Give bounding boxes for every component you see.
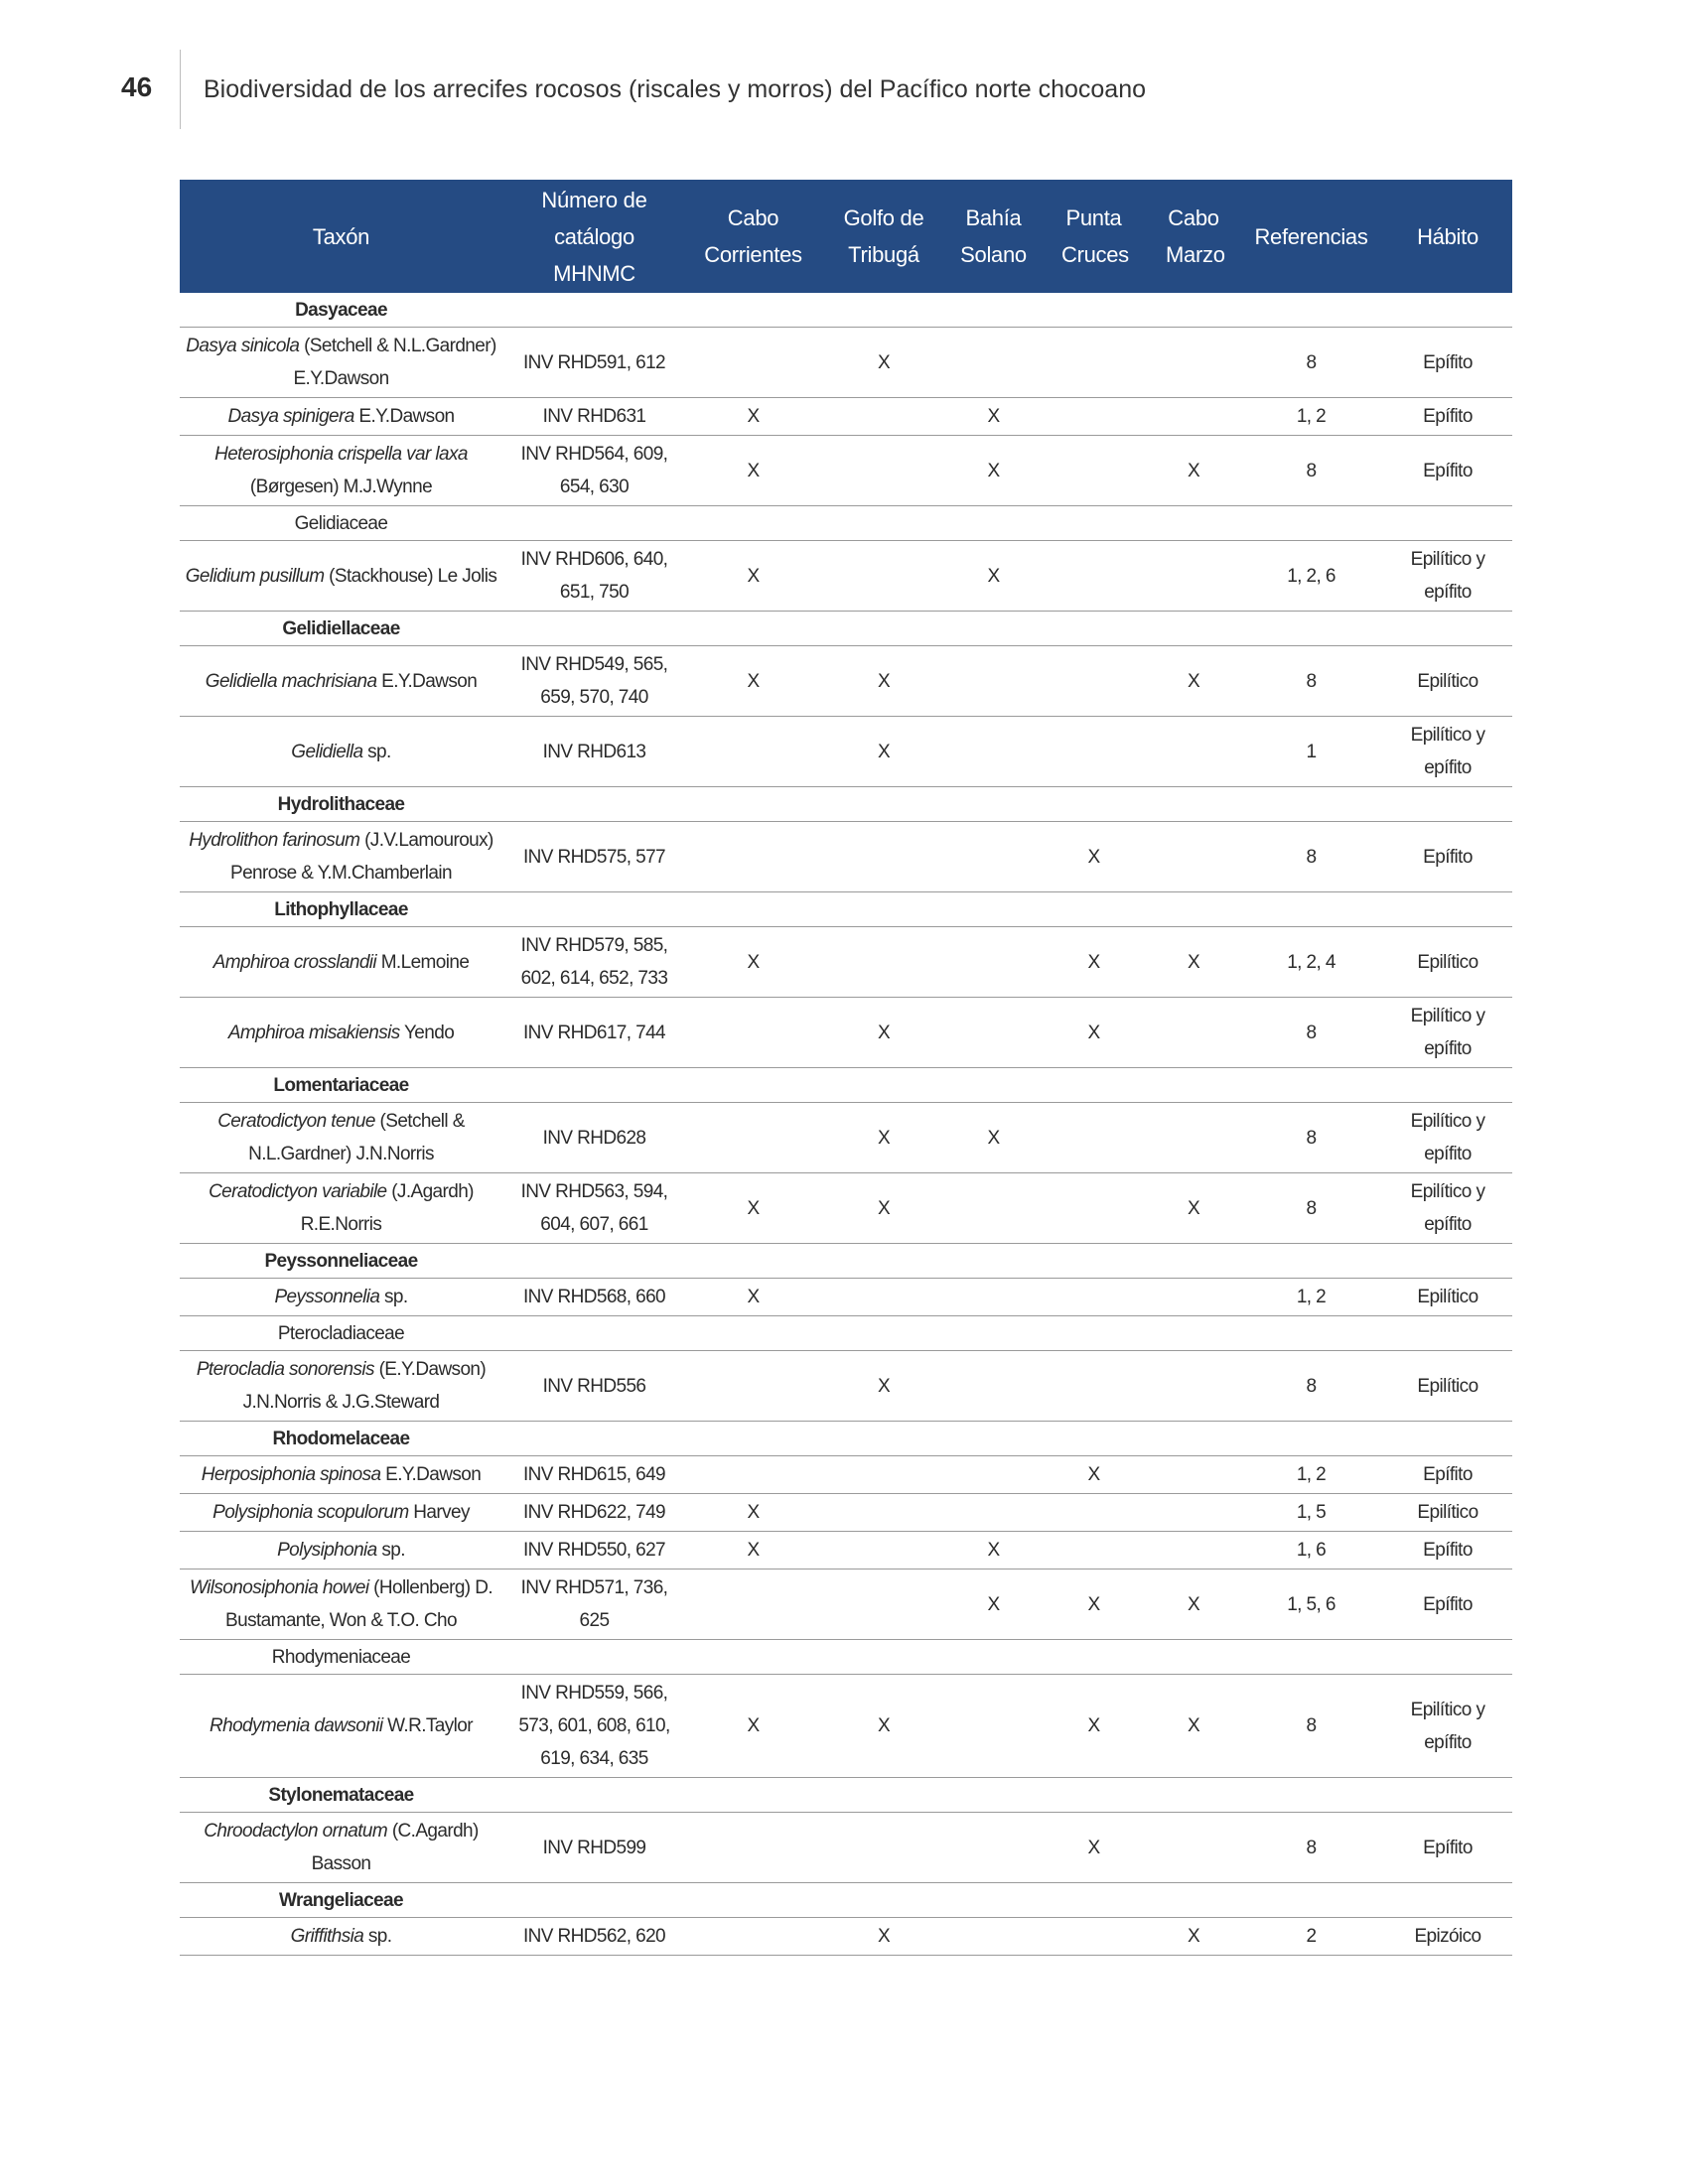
golfo-tribuga-cell: X bbox=[820, 998, 947, 1068]
taxon-author: (J.V.Lamouroux) Penrose & Y.M.Chamberlain bbox=[230, 830, 493, 884]
golfo-tribuga-cell bbox=[820, 1532, 947, 1570]
table-row bbox=[180, 1494, 1512, 1532]
golfo-tribuga-cell bbox=[820, 398, 947, 436]
table-row bbox=[180, 1103, 1512, 1173]
family-row-filler bbox=[502, 787, 1512, 822]
punta-cruces-cell: X bbox=[1040, 1570, 1148, 1640]
golfo-tribuga-cell: X bbox=[820, 646, 947, 717]
family-name: Rhodymeniaceae bbox=[180, 1640, 502, 1675]
taxon-name: Pterocladia sonorensis bbox=[196, 1359, 374, 1380]
cabo-corrientes-cell: X bbox=[686, 1675, 820, 1778]
table-header-row bbox=[180, 180, 1512, 293]
family-name: Hydrolithaceae bbox=[180, 787, 502, 822]
punta-cruces-cell bbox=[1040, 1494, 1148, 1532]
table-row bbox=[180, 1675, 1512, 1778]
family-row bbox=[180, 1640, 1512, 1675]
family-row-filler bbox=[502, 892, 1512, 927]
catalog-cell: INV RHD575, 577 bbox=[502, 822, 686, 892]
punta-cruces-cell bbox=[1040, 1532, 1148, 1570]
family-name: Gelidiaceae bbox=[180, 506, 502, 541]
bahia-solano-cell bbox=[947, 328, 1040, 398]
family-row bbox=[180, 1316, 1512, 1351]
cabo-corrientes-cell: X bbox=[686, 1494, 820, 1532]
cabo-corrientes-cell bbox=[686, 717, 820, 787]
header-cabo-marzo: Cabo Marzo bbox=[1148, 180, 1239, 293]
table-row bbox=[180, 646, 1512, 717]
family-name: Lithophyllaceae bbox=[180, 892, 502, 927]
family-name: Dasyaceae bbox=[180, 293, 502, 328]
bahia-solano-cell bbox=[947, 717, 1040, 787]
taxon-name: Polysiphonia bbox=[277, 1540, 377, 1561]
cabo-marzo-cell bbox=[1148, 1532, 1239, 1570]
referencias-cell: 8 bbox=[1239, 1173, 1383, 1244]
bahia-solano-cell bbox=[947, 1279, 1040, 1316]
table-body bbox=[180, 293, 1512, 1956]
taxon-name: Polysiphonia scopulorum bbox=[212, 1502, 409, 1523]
taxon-name: Wilsonosiphonia howei bbox=[189, 1577, 369, 1598]
taxon-name: Dasya sinicola bbox=[186, 336, 300, 356]
referencias-cell: 1, 2, 6 bbox=[1239, 541, 1383, 612]
header-divider bbox=[180, 50, 181, 129]
punta-cruces-cell bbox=[1040, 398, 1148, 436]
habito-cell: Epífito bbox=[1383, 822, 1512, 892]
golfo-tribuga-cell bbox=[820, 1494, 947, 1532]
table-row bbox=[180, 717, 1512, 787]
taxon-name: Griffithsia bbox=[290, 1926, 364, 1947]
family-row bbox=[180, 612, 1512, 646]
taxon-name: Peyssonnelia bbox=[274, 1287, 380, 1307]
catalog-cell: INV RHD564, 609, 654, 630 bbox=[502, 436, 686, 506]
catalog-cell: INV RHD579, 585, 602, 614, 652, 733 bbox=[502, 927, 686, 998]
running-title: Biodiversidad de los arrecifes rocosos (riscales y morros) del Pacífico norte chocoano bbox=[204, 75, 1147, 103]
catalog-cell: INV RHD615, 649 bbox=[502, 1456, 686, 1494]
cabo-corrientes-cell bbox=[686, 998, 820, 1068]
habito-cell: Epilítico bbox=[1383, 1279, 1512, 1316]
habito-cell: Epífito bbox=[1383, 1532, 1512, 1570]
cabo-marzo-cell bbox=[1148, 1103, 1239, 1173]
family-row-filler bbox=[502, 1422, 1512, 1456]
table-row bbox=[180, 1279, 1512, 1316]
golfo-tribuga-cell: X bbox=[820, 1675, 947, 1778]
taxon-cell bbox=[180, 717, 502, 787]
habito-cell: Epilítico bbox=[1383, 646, 1512, 717]
family-name: Gelidiellaceae bbox=[180, 612, 502, 646]
catalog-cell: INV RHD631 bbox=[502, 398, 686, 436]
golfo-tribuga-cell bbox=[820, 1456, 947, 1494]
habito-cell: Epífito bbox=[1383, 1813, 1512, 1883]
referencias-cell: 8 bbox=[1239, 998, 1383, 1068]
cabo-corrientes-cell bbox=[686, 328, 820, 398]
table-row bbox=[180, 822, 1512, 892]
punta-cruces-cell: X bbox=[1040, 822, 1148, 892]
taxon-name: Gelidiella machrisiana bbox=[205, 670, 377, 692]
golfo-tribuga-cell bbox=[820, 1570, 947, 1640]
taxon-cell bbox=[180, 1173, 502, 1244]
taxon-author: (Stackhouse) Le Jolis bbox=[324, 565, 497, 587]
cabo-marzo-cell bbox=[1148, 328, 1239, 398]
taxon-author: sp. bbox=[363, 1926, 392, 1947]
cabo-marzo-cell: X bbox=[1148, 1173, 1239, 1244]
family-row bbox=[180, 1244, 1512, 1279]
referencias-cell: 8 bbox=[1239, 1103, 1383, 1173]
habito-cell: Epizóico bbox=[1383, 1918, 1512, 1956]
table-row bbox=[180, 1456, 1512, 1494]
family-row-filler bbox=[502, 1244, 1512, 1279]
golfo-tribuga-cell: X bbox=[820, 717, 947, 787]
taxon-name: Ceratodictyon variabile bbox=[209, 1181, 387, 1202]
golfo-tribuga-cell: X bbox=[820, 1173, 947, 1244]
cabo-corrientes-cell bbox=[686, 1813, 820, 1883]
cabo-marzo-cell: X bbox=[1148, 646, 1239, 717]
taxon-name: Herposiphonia spinosa bbox=[201, 1464, 381, 1485]
catalog-cell: INV RHD628 bbox=[502, 1103, 686, 1173]
punta-cruces-cell bbox=[1040, 541, 1148, 612]
habito-cell: Epífito bbox=[1383, 1570, 1512, 1640]
catalog-cell: INV RHD562, 620 bbox=[502, 1918, 686, 1956]
header-golfo-tribuga: Golfo de Tribugá bbox=[820, 180, 947, 293]
cabo-corrientes-cell: X bbox=[686, 1532, 820, 1570]
header-cabo-corrientes: Cabo Corrientes bbox=[686, 180, 820, 293]
table-row bbox=[180, 998, 1512, 1068]
cabo-marzo-cell bbox=[1148, 822, 1239, 892]
family-name: Pterocladiaceae bbox=[180, 1316, 502, 1351]
taxon-cell bbox=[180, 541, 502, 612]
family-row bbox=[180, 293, 1512, 328]
family-row-filler bbox=[502, 1316, 1512, 1351]
referencias-cell: 1, 2 bbox=[1239, 1456, 1383, 1494]
cabo-marzo-cell bbox=[1148, 717, 1239, 787]
taxon-name: Chroodactylon ornatum bbox=[204, 1821, 388, 1842]
header-bahia-solano: Bahía Solano bbox=[947, 180, 1040, 293]
referencias-cell: 1 bbox=[1239, 717, 1383, 787]
bahia-solano-cell: X bbox=[947, 541, 1040, 612]
habito-cell: Epilítico y epífito bbox=[1383, 1675, 1512, 1778]
referencias-cell: 1, 5 bbox=[1239, 1494, 1383, 1532]
bahia-solano-cell bbox=[947, 1351, 1040, 1422]
golfo-tribuga-cell: X bbox=[820, 1103, 947, 1173]
golfo-tribuga-cell bbox=[820, 1813, 947, 1883]
referencias-cell: 1, 2 bbox=[1239, 398, 1383, 436]
taxon-author: (Hollenberg) D. Bustamante, Won & T.O. Cho bbox=[225, 1577, 493, 1631]
cabo-corrientes-cell: X bbox=[686, 1173, 820, 1244]
punta-cruces-cell bbox=[1040, 328, 1148, 398]
taxon-author: sp. bbox=[376, 1540, 405, 1561]
taxon-author: Harvey bbox=[408, 1502, 470, 1523]
golfo-tribuga-cell bbox=[820, 436, 947, 506]
taxon-cell bbox=[180, 1813, 502, 1883]
punta-cruces-cell bbox=[1040, 717, 1148, 787]
punta-cruces-cell bbox=[1040, 1918, 1148, 1956]
habito-cell: Epífito bbox=[1383, 436, 1512, 506]
habito-cell: Epilítico y epífito bbox=[1383, 998, 1512, 1068]
taxon-name: Amphiroa misakiensis bbox=[227, 1022, 400, 1043]
family-row bbox=[180, 892, 1512, 927]
family-row bbox=[180, 787, 1512, 822]
taxon-cell bbox=[180, 398, 502, 436]
golfo-tribuga-cell: X bbox=[820, 1351, 947, 1422]
family-row bbox=[180, 1422, 1512, 1456]
habito-cell: Epilítico y epífito bbox=[1383, 1173, 1512, 1244]
table-row bbox=[180, 436, 1512, 506]
taxon-cell bbox=[180, 328, 502, 398]
golfo-tribuga-cell: X bbox=[820, 1918, 947, 1956]
family-name: Rhodomelaceae bbox=[180, 1422, 502, 1456]
catalog-cell: INV RHD617, 744 bbox=[502, 998, 686, 1068]
table-row bbox=[180, 328, 1512, 398]
cabo-marzo-cell: X bbox=[1148, 436, 1239, 506]
table-row bbox=[180, 398, 1512, 436]
taxon-name: Gelidium pusillum bbox=[185, 565, 325, 587]
referencias-cell: 8 bbox=[1239, 1813, 1383, 1883]
taxon-cell bbox=[180, 998, 502, 1068]
bahia-solano-cell bbox=[947, 1675, 1040, 1778]
habito-cell: Epífito bbox=[1383, 328, 1512, 398]
punta-cruces-cell: X bbox=[1040, 927, 1148, 998]
taxon-cell bbox=[180, 1103, 502, 1173]
taxon-name: Heterosiphonia crispella var laxa bbox=[214, 444, 468, 465]
taxon-author: E.Y.Dawson bbox=[376, 670, 478, 692]
punta-cruces-cell bbox=[1040, 1351, 1148, 1422]
taxon-cell bbox=[180, 1494, 502, 1532]
bahia-solano-cell bbox=[947, 927, 1040, 998]
habito-cell: Epífito bbox=[1383, 1456, 1512, 1494]
taxon-author: (Setchell & N.L.Gardner) E.Y.Dawson bbox=[293, 336, 496, 389]
family-row bbox=[180, 1068, 1512, 1103]
taxon-author: E.Y.Dawson bbox=[380, 1464, 482, 1485]
habito-cell: Epilítico bbox=[1383, 1351, 1512, 1422]
golfo-tribuga-cell bbox=[820, 822, 947, 892]
family-name: Lomentariaceae bbox=[180, 1068, 502, 1103]
bahia-solano-cell bbox=[947, 1173, 1040, 1244]
catalog-cell: INV RHD568, 660 bbox=[502, 1279, 686, 1316]
cabo-marzo-cell bbox=[1148, 1456, 1239, 1494]
referencias-cell: 1, 2, 4 bbox=[1239, 927, 1383, 998]
taxon-name: Rhodymenia dawsonii bbox=[209, 1715, 383, 1736]
referencias-cell: 1, 2 bbox=[1239, 1279, 1383, 1316]
referencias-cell: 8 bbox=[1239, 822, 1383, 892]
taxon-author: Yendo bbox=[399, 1022, 455, 1043]
cabo-marzo-cell bbox=[1148, 998, 1239, 1068]
referencias-cell: 2 bbox=[1239, 1918, 1383, 1956]
catalog-cell: INV RHD613 bbox=[502, 717, 686, 787]
taxon-author: (C.Agardh) Basson bbox=[311, 1821, 479, 1874]
bahia-solano-cell bbox=[947, 1918, 1040, 1956]
bahia-solano-cell bbox=[947, 646, 1040, 717]
cabo-corrientes-cell: X bbox=[686, 398, 820, 436]
cabo-marzo-cell bbox=[1148, 541, 1239, 612]
taxon-cell bbox=[180, 1456, 502, 1494]
habito-cell: Epilítico y epífito bbox=[1383, 541, 1512, 612]
taxon-cell bbox=[180, 1570, 502, 1640]
punta-cruces-cell: X bbox=[1040, 998, 1148, 1068]
cabo-corrientes-cell: X bbox=[686, 436, 820, 506]
habito-cell: Epilítico y epífito bbox=[1383, 717, 1512, 787]
taxon-name: Dasya spinigera bbox=[227, 406, 354, 427]
bahia-solano-cell: X bbox=[947, 1570, 1040, 1640]
page-number: 46 bbox=[121, 71, 153, 102]
family-row-filler bbox=[502, 1883, 1512, 1918]
golfo-tribuga-cell bbox=[820, 1279, 947, 1316]
family-row-filler bbox=[502, 1778, 1512, 1813]
golfo-tribuga-cell bbox=[820, 541, 947, 612]
taxon-name: Gelidiella bbox=[291, 741, 363, 762]
cabo-marzo-cell bbox=[1148, 1351, 1239, 1422]
family-row-filler bbox=[502, 1068, 1512, 1103]
taxon-author: E.Y.Dawson bbox=[353, 406, 455, 427]
catalog-cell: INV RHD591, 612 bbox=[502, 328, 686, 398]
referencias-cell: 1, 5, 6 bbox=[1239, 1570, 1383, 1640]
cabo-marzo-cell: X bbox=[1148, 1675, 1239, 1778]
catalog-cell: INV RHD556 bbox=[502, 1351, 686, 1422]
punta-cruces-cell bbox=[1040, 1173, 1148, 1244]
taxon-cell bbox=[180, 822, 502, 892]
catalog-cell: INV RHD549, 565, 659, 570, 740 bbox=[502, 646, 686, 717]
cabo-corrientes-cell: X bbox=[686, 541, 820, 612]
taxon-cell bbox=[180, 1675, 502, 1778]
habito-cell: Epilítico y epífito bbox=[1383, 1103, 1512, 1173]
bahia-solano-cell bbox=[947, 1494, 1040, 1532]
species-table bbox=[180, 180, 1512, 1956]
taxon-cell bbox=[180, 1918, 502, 1956]
referencias-cell: 8 bbox=[1239, 328, 1383, 398]
taxon-cell bbox=[180, 1351, 502, 1422]
cabo-marzo-cell bbox=[1148, 1279, 1239, 1316]
referencias-cell: 8 bbox=[1239, 1351, 1383, 1422]
cabo-corrientes-cell: X bbox=[686, 927, 820, 998]
bahia-solano-cell bbox=[947, 998, 1040, 1068]
family-row-filler bbox=[502, 506, 1512, 541]
habito-cell: Epilítico bbox=[1383, 1494, 1512, 1532]
family-row bbox=[180, 1778, 1512, 1813]
punta-cruces-cell bbox=[1040, 1103, 1148, 1173]
bahia-solano-cell: X bbox=[947, 1103, 1040, 1173]
taxon-author: W.R.Taylor bbox=[382, 1715, 473, 1736]
punta-cruces-cell: X bbox=[1040, 1813, 1148, 1883]
table-row bbox=[180, 1351, 1512, 1422]
cabo-corrientes-cell bbox=[686, 1103, 820, 1173]
punta-cruces-cell: X bbox=[1040, 1675, 1148, 1778]
habito-cell: Epífito bbox=[1383, 398, 1512, 436]
taxon-author: (J.Agardh) R.E.Norris bbox=[300, 1181, 474, 1235]
habito-cell: Epilítico bbox=[1383, 927, 1512, 998]
cabo-corrientes-cell bbox=[686, 1570, 820, 1640]
bahia-solano-cell: X bbox=[947, 436, 1040, 506]
family-row-filler bbox=[502, 1640, 1512, 1675]
taxon-cell bbox=[180, 927, 502, 998]
golfo-tribuga-cell bbox=[820, 927, 947, 998]
header-referencias: Referencias bbox=[1239, 180, 1383, 293]
bahia-solano-cell bbox=[947, 822, 1040, 892]
referencias-cell: 1, 6 bbox=[1239, 1532, 1383, 1570]
cabo-corrientes-cell bbox=[686, 1918, 820, 1956]
family-name: Stylonemataceae bbox=[180, 1778, 502, 1813]
referencias-cell: 8 bbox=[1239, 1675, 1383, 1778]
punta-cruces-cell bbox=[1040, 436, 1148, 506]
taxon-name: Amphiroa crosslandii bbox=[212, 951, 377, 973]
table-row bbox=[180, 1532, 1512, 1570]
punta-cruces-cell bbox=[1040, 1279, 1148, 1316]
catalog-cell: INV RHD563, 594, 604, 607, 661 bbox=[502, 1173, 686, 1244]
catalog-cell: INV RHD622, 749 bbox=[502, 1494, 686, 1532]
cabo-marzo-cell: X bbox=[1148, 1570, 1239, 1640]
family-name: Wrangeliaceae bbox=[180, 1883, 502, 1918]
header-catalog: Número de catálogo MHNMC bbox=[502, 180, 686, 293]
cabo-marzo-cell: X bbox=[1148, 927, 1239, 998]
table-row bbox=[180, 1813, 1512, 1883]
cabo-marzo-cell bbox=[1148, 398, 1239, 436]
catalog-cell: INV RHD606, 640, 651, 750 bbox=[502, 541, 686, 612]
taxon-cell bbox=[180, 646, 502, 717]
cabo-corrientes-cell: X bbox=[686, 1279, 820, 1316]
bahia-solano-cell: X bbox=[947, 1532, 1040, 1570]
family-row bbox=[180, 1883, 1512, 1918]
taxon-author: (E.Y.Dawson) J.N.Norris & J.G.Steward bbox=[242, 1359, 487, 1413]
punta-cruces-cell bbox=[1040, 646, 1148, 717]
cabo-corrientes-cell: X bbox=[686, 646, 820, 717]
cabo-marzo-cell bbox=[1148, 1494, 1239, 1532]
taxon-cell bbox=[180, 436, 502, 506]
cabo-corrientes-cell bbox=[686, 1456, 820, 1494]
header-habito: Hábito bbox=[1383, 180, 1512, 293]
table-row bbox=[180, 927, 1512, 998]
table-row bbox=[180, 1918, 1512, 1956]
table-row bbox=[180, 1173, 1512, 1244]
taxon-author: M.Lemoine bbox=[376, 951, 470, 973]
catalog-cell: INV RHD571, 736, 625 bbox=[502, 1570, 686, 1640]
referencias-cell: 8 bbox=[1239, 436, 1383, 506]
cabo-corrientes-cell bbox=[686, 1351, 820, 1422]
header-punta-cruces: Punta Cruces bbox=[1040, 180, 1148, 293]
golfo-tribuga-cell: X bbox=[820, 328, 947, 398]
taxon-name: Hydrolithon farinosum bbox=[189, 830, 360, 851]
bahia-solano-cell: X bbox=[947, 398, 1040, 436]
family-row-filler bbox=[502, 293, 1512, 328]
catalog-cell: INV RHD559, 566, 573, 601, 608, 610, 619, 634, 635 bbox=[502, 1675, 686, 1778]
family-row-filler bbox=[502, 612, 1512, 646]
taxon-author: (Setchell & N.L.Gardner) J.N.Norris bbox=[248, 1111, 465, 1164]
table-row bbox=[180, 541, 1512, 612]
taxon-cell bbox=[180, 1532, 502, 1570]
table-row bbox=[180, 1570, 1512, 1640]
bahia-solano-cell bbox=[947, 1813, 1040, 1883]
cabo-marzo-cell bbox=[1148, 1813, 1239, 1883]
bahia-solano-cell bbox=[947, 1456, 1040, 1494]
catalog-cell: INV RHD550, 627 bbox=[502, 1532, 686, 1570]
cabo-corrientes-cell bbox=[686, 822, 820, 892]
taxon-author: (Børgesen) M.J.Wynne bbox=[249, 477, 433, 497]
taxon-author: sp. bbox=[362, 741, 391, 762]
taxon-author: sp. bbox=[379, 1287, 408, 1307]
family-name: Peyssonneliaceae bbox=[180, 1244, 502, 1279]
taxon-cell bbox=[180, 1279, 502, 1316]
referencias-cell: 8 bbox=[1239, 646, 1383, 717]
catalog-cell: INV RHD599 bbox=[502, 1813, 686, 1883]
cabo-marzo-cell: X bbox=[1148, 1918, 1239, 1956]
family-row bbox=[180, 506, 1512, 541]
punta-cruces-cell: X bbox=[1040, 1456, 1148, 1494]
header-taxon: Taxón bbox=[180, 180, 502, 293]
taxon-name: Ceratodictyon tenue bbox=[217, 1111, 375, 1132]
